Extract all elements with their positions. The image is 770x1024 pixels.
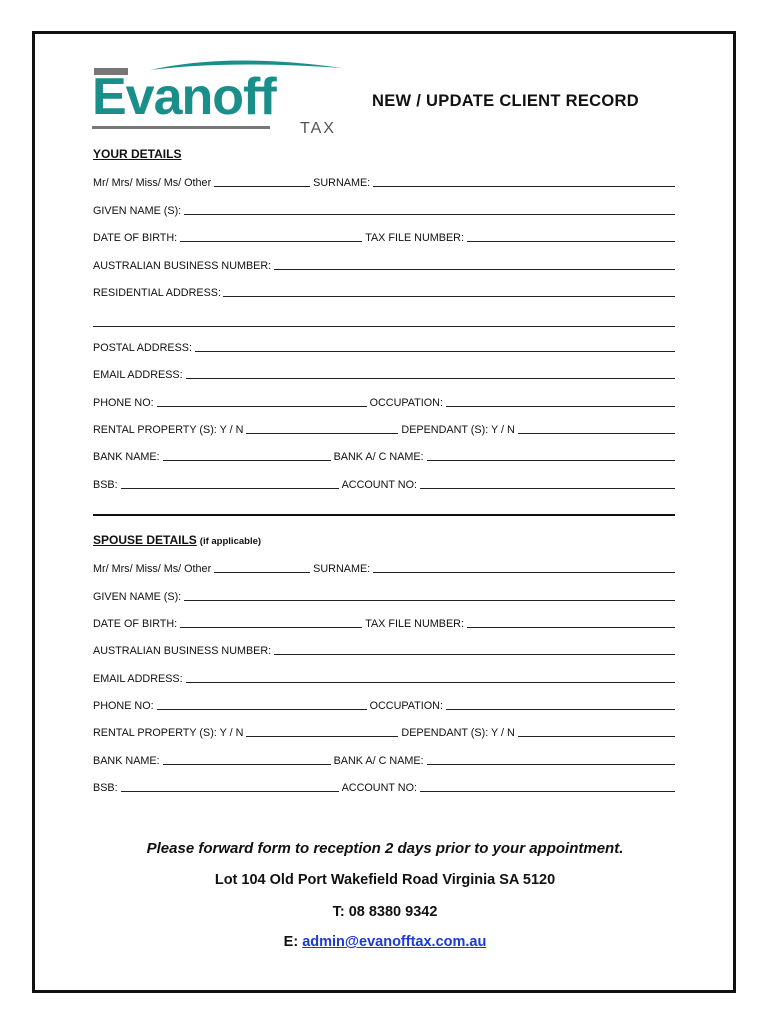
- spouse-bank-name-label: BANK NAME:: [93, 755, 160, 767]
- title-field[interactable]: [214, 186, 310, 187]
- dob-field[interactable]: [180, 241, 362, 242]
- spouse-abn-field[interactable]: [274, 654, 675, 655]
- spouse-dob-field[interactable]: [180, 627, 362, 628]
- title-label: Mr/ Mrs/ Miss/ Ms/ Other: [93, 177, 212, 189]
- rental-label: RENTAL PROPERTY (S): Y / N: [93, 424, 244, 436]
- spouse-surname-label: SURNAME:: [313, 563, 371, 575]
- spouse-occupation-label: OCCUPATION:: [369, 700, 443, 712]
- surname-label: SURNAME:: [313, 177, 371, 189]
- spouse-tfn-label: TAX FILE NUMBER:: [365, 618, 464, 630]
- residential-field-line2[interactable]: [93, 326, 675, 327]
- spouse-given-name-field[interactable]: [184, 600, 675, 601]
- spouse-phone-field[interactable]: [157, 709, 367, 710]
- spouse-bsb-label: BSB:: [93, 782, 118, 794]
- footer-email-link[interactable]: admin@evanofftax.com.au: [302, 934, 487, 950]
- spouse-dob-label: DATE OF BIRTH:: [93, 618, 178, 630]
- spouse-bsb-field[interactable]: [121, 791, 339, 792]
- tfn-field[interactable]: [467, 241, 675, 242]
- given-name-label: GIVEN NAME (S):: [93, 205, 182, 217]
- spouse-email-field[interactable]: [186, 682, 675, 683]
- spouse-surname-field[interactable]: [373, 572, 675, 573]
- spouse-row-bsb: [93, 779, 675, 795]
- row-bsb: [93, 476, 675, 492]
- postal-field[interactable]: [195, 351, 675, 352]
- bank-name-label: BANK NAME:: [93, 451, 160, 463]
- dependant-field[interactable]: [518, 433, 675, 434]
- spouse-dependant-field[interactable]: [518, 736, 675, 737]
- given-name-field[interactable]: [184, 214, 675, 215]
- spouse-row-bank: [93, 752, 675, 768]
- footer-email-prefix: E:: [283, 934, 299, 950]
- account-label: ACCOUNT NO:: [341, 479, 417, 491]
- spouse-bank-ac-label: BANK A/ C NAME:: [333, 755, 424, 767]
- spouse-phone-label: PHONE NO:: [93, 700, 154, 712]
- spouse-heading-note: (if applicable): [199, 536, 262, 547]
- account-field[interactable]: [420, 488, 675, 489]
- spouse-bank-name-field[interactable]: [163, 764, 331, 765]
- email-field[interactable]: [186, 378, 675, 379]
- bank-ac-label: BANK A/ C NAME:: [333, 451, 424, 463]
- footer-email-line: [0, 934, 770, 950]
- spouse-bank-ac-field[interactable]: [427, 764, 675, 765]
- tfn-label: TAX FILE NUMBER:: [365, 232, 464, 244]
- spouse-occupation-field[interactable]: [446, 709, 675, 710]
- evanoff-tax-logo: [90, 56, 355, 136]
- row-abn: [93, 257, 675, 273]
- occupation-field[interactable]: [446, 406, 675, 407]
- row-given: [93, 202, 675, 218]
- spouse-account-field[interactable]: [420, 791, 675, 792]
- email-label: EMAIL ADDRESS:: [93, 369, 183, 381]
- spouse-dependant-label: DEPENDANT (S): Y / N: [401, 727, 515, 739]
- rental-field[interactable]: [246, 433, 398, 434]
- spouse-given-name-label: GIVEN NAME (S):: [93, 591, 182, 603]
- spouse-email-label: EMAIL ADDRESS:: [93, 673, 183, 685]
- spouse-account-label: ACCOUNT NO:: [341, 782, 417, 794]
- row-phone: [93, 394, 675, 410]
- spouse-rental-label: RENTAL PROPERTY (S): Y / N: [93, 727, 244, 739]
- spouse-row-email: [93, 670, 675, 686]
- footer-phone: T: 08 8380 9342: [332, 904, 438, 920]
- row-residential: [93, 284, 675, 300]
- spouse-row-abn: [93, 642, 675, 658]
- surname-field[interactable]: [373, 186, 675, 187]
- spouse-heading-text: SPOUSE DETAILS: [93, 533, 197, 547]
- residential-label: RESIDENTIAL ADDRESS:: [93, 287, 221, 299]
- postal-label: POSTAL ADDRESS:: [93, 342, 193, 354]
- row-email: [93, 366, 675, 382]
- row-dob: [93, 229, 675, 245]
- abn-field[interactable]: [274, 269, 675, 270]
- spouse-row-name: [93, 560, 675, 576]
- abn-label: AUSTRALIAN BUSINESS NUMBER:: [93, 260, 272, 272]
- bank-ac-field[interactable]: [427, 460, 675, 461]
- residential-field[interactable]: [223, 296, 675, 297]
- logo-wordmark: Evanoff: [92, 68, 276, 126]
- occupation-label: OCCUPATION:: [369, 397, 443, 409]
- footer-note: Please forward form to reception 2 days prior to your appointment.: [146, 840, 624, 857]
- spouse-row-phone: [93, 697, 675, 713]
- row-rental: [93, 421, 675, 437]
- spouse-rental-field[interactable]: [246, 736, 398, 737]
- row-postal: [93, 339, 675, 355]
- section-divider: [93, 514, 675, 516]
- dependant-label: DEPENDANT (S): Y / N: [401, 424, 515, 436]
- spouse-title-label: Mr/ Mrs/ Miss/ Ms/ Other: [93, 563, 212, 575]
- spouse-details-heading: [93, 533, 261, 547]
- spouse-row-given: [93, 588, 675, 604]
- your-details-heading: YOUR DETAILS: [93, 147, 182, 161]
- spouse-tfn-field[interactable]: [467, 627, 675, 628]
- spouse-row-rental: [93, 724, 675, 740]
- bsb-label: BSB:: [93, 479, 118, 491]
- phone-label: PHONE NO:: [93, 397, 154, 409]
- logo-tax: TAX: [300, 120, 336, 136]
- bank-name-field[interactable]: [163, 460, 331, 461]
- phone-field[interactable]: [157, 406, 367, 407]
- bsb-field[interactable]: [121, 488, 339, 489]
- row-bank: [93, 448, 675, 464]
- spouse-row-dob: [93, 615, 675, 631]
- spouse-abn-label: AUSTRALIAN BUSINESS NUMBER:: [93, 645, 272, 657]
- dob-label: DATE OF BIRTH:: [93, 232, 178, 244]
- spouse-title-field[interactable]: [214, 572, 310, 573]
- row-name: [93, 174, 675, 190]
- footer-address: Lot 104 Old Port Wakefield Road Virginia SA 5120: [214, 872, 556, 888]
- page-title: NEW / UPDATE CLIENT RECORD: [372, 92, 639, 110]
